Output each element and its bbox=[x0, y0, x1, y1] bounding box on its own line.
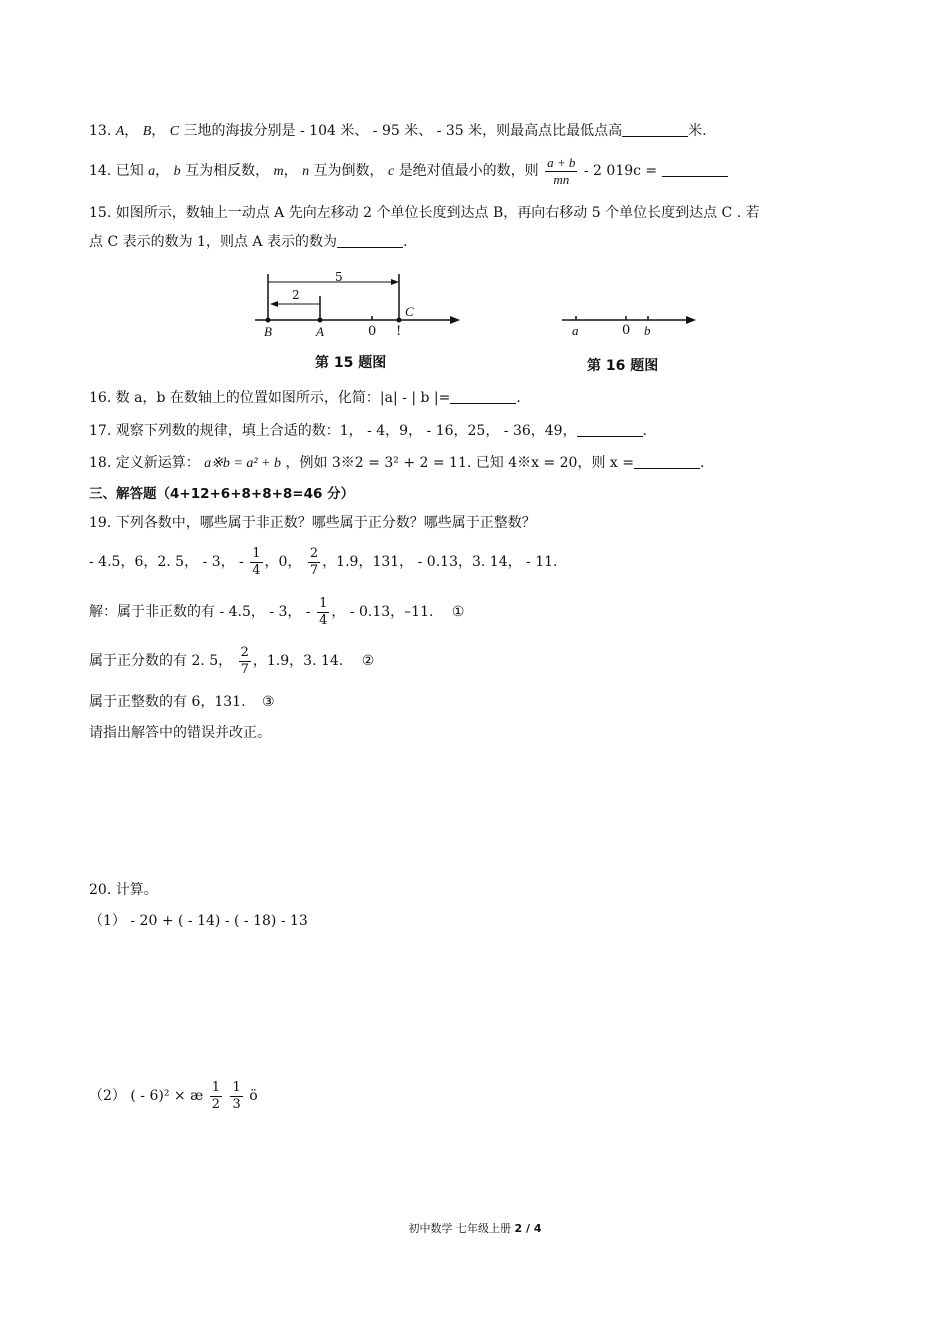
question-number: 20. bbox=[89, 882, 112, 898]
var-a: a bbox=[148, 164, 156, 179]
fraction-numerator: a + b bbox=[547, 154, 576, 170]
punctuation: . bbox=[402, 234, 408, 250]
question-number: 17. bbox=[89, 423, 112, 439]
point-a-label: A bbox=[115, 124, 125, 139]
question-18 bbox=[89, 453, 704, 474]
expression: ( - 6)² × bbox=[130, 1088, 186, 1104]
paren-glyph: æ bbox=[190, 1088, 204, 1104]
fraction-denominator: 4 bbox=[252, 562, 261, 578]
point-b-label: B bbox=[142, 124, 152, 139]
solution-line-3 bbox=[89, 692, 275, 712]
figure-16 bbox=[562, 300, 712, 380]
fraction-two-sevenths bbox=[239, 645, 251, 678]
answer-blank bbox=[450, 389, 516, 404]
question-19-numbers bbox=[89, 544, 558, 580]
question-text: 三地的海拔分别是 - 104 米、 - 95 米、 - 35 米，则最高点比最低点高 bbox=[183, 123, 623, 139]
unit-text: 米. bbox=[688, 123, 707, 139]
var-n: n bbox=[302, 164, 310, 179]
solution-line-2 bbox=[89, 643, 374, 679]
expression: - 20 + ( - 14) - ( - 18) - 13 bbox=[130, 913, 308, 929]
var-b: b bbox=[173, 164, 181, 179]
question-16 bbox=[89, 388, 521, 408]
label-b: B bbox=[264, 324, 272, 339]
separator: ， bbox=[283, 163, 298, 179]
part-label: （1） bbox=[89, 913, 126, 929]
var-m: m bbox=[273, 164, 284, 179]
question-text: 互为相反数， bbox=[185, 163, 270, 179]
punctuation: . bbox=[642, 423, 648, 439]
fraction-denominator: 7 bbox=[309, 562, 319, 578]
solution-text: 解：属于非正数的有 - 4.5， - 3， - bbox=[89, 604, 311, 620]
fraction-one-quarter bbox=[250, 546, 262, 579]
figure-16-number-line bbox=[562, 300, 712, 340]
fraction-one-third bbox=[230, 1080, 242, 1113]
figure-15-number-line bbox=[250, 266, 470, 346]
punctuation: . bbox=[699, 455, 705, 471]
footer-text: 初中数学 七年级上册 bbox=[408, 1222, 511, 1235]
separator: ， bbox=[155, 163, 170, 179]
question-20-part-2 bbox=[89, 1076, 258, 1116]
question-text: 观察下列数的规律，填上合适的数：1， - 4，9， - 16，25， - 36，49， bbox=[115, 423, 577, 439]
number-list: - 4.5，6，2. 5， - 3， - bbox=[89, 554, 244, 570]
var-c: c bbox=[388, 164, 395, 179]
answer-blank bbox=[662, 162, 728, 177]
paren-glyph: ö bbox=[249, 1088, 258, 1104]
solution-text: ，1.9，3. 14. bbox=[252, 653, 344, 669]
answer-blank bbox=[622, 122, 688, 137]
fraction-numerator: 2 bbox=[309, 545, 319, 561]
label-zero: 0 bbox=[622, 323, 631, 338]
fraction-two-sevenths bbox=[308, 546, 320, 579]
label-2: 2 bbox=[292, 288, 300, 302]
point-c-label: C bbox=[169, 124, 180, 139]
label-c: C bbox=[405, 304, 414, 319]
fraction-numerator: 1 bbox=[211, 1079, 220, 1095]
question-text: 如图所示，数轴上一动点 A 先向左移动 2 个单位长度到达点 B，再向右移动 5 个单位长度到达点 C . 若 bbox=[115, 205, 760, 221]
label-one: ! bbox=[396, 324, 402, 339]
question-text: 数 a，b 在数轴上的位置如图所示，化简：|a| - | b |= bbox=[115, 390, 451, 406]
fraction-denominator: 4 bbox=[319, 612, 328, 628]
instruction-text: 请指出解答中的错误并改正。 bbox=[89, 725, 271, 741]
question-14 bbox=[89, 154, 728, 189]
question-text: 已知 bbox=[115, 163, 144, 179]
page-number: 2 / 4 bbox=[514, 1222, 542, 1235]
question-number: 19. bbox=[89, 515, 112, 531]
label-5: 5 bbox=[335, 270, 343, 284]
fraction-numerator: 1 bbox=[232, 1079, 241, 1095]
solution-line-1 bbox=[89, 594, 464, 630]
question-text: 点 C 表示的数为 1，则点 A 表示的数为 bbox=[89, 234, 337, 250]
circled-mark-2: ② bbox=[361, 653, 375, 669]
question-20-part-1 bbox=[89, 911, 308, 931]
question-20 bbox=[89, 880, 158, 900]
fraction-denominator: 2 bbox=[211, 1096, 220, 1112]
label-b: b bbox=[644, 323, 651, 338]
expression: - 2 019c = bbox=[583, 163, 658, 179]
number-list: ，1.9，131， - 0.13，3. 14， - 11. bbox=[322, 554, 558, 570]
label-a: a bbox=[572, 323, 579, 338]
fraction-numerator: 2 bbox=[240, 644, 249, 660]
solution-text: 属于正整数的有 6，131. bbox=[89, 694, 246, 710]
question-19 bbox=[89, 513, 536, 533]
separator: ， bbox=[124, 123, 139, 139]
figure-15 bbox=[250, 266, 470, 376]
question-number: 15. bbox=[89, 205, 112, 221]
question-17 bbox=[89, 421, 647, 441]
question-text: ，例如 3※2 = 3² + 2 = 11. 已知 4※x = 20，则 x = bbox=[285, 455, 634, 471]
question-number: 18. bbox=[89, 455, 112, 471]
separator: ， bbox=[151, 123, 166, 139]
fraction-numerator: 1 bbox=[252, 545, 261, 561]
solution-text: 属于正分数的有 2. 5， bbox=[89, 653, 233, 669]
fraction-denominator: 7 bbox=[240, 661, 249, 677]
figure-15-caption: 第 15 题图 bbox=[315, 355, 387, 371]
figure-16-caption: 第 16 题图 bbox=[587, 358, 659, 374]
fraction-denominator: 3 bbox=[232, 1096, 241, 1112]
fraction-numerator: 1 bbox=[319, 595, 328, 611]
section-heading: 三、解答题（4+12+6+8+8+8=46 分） bbox=[89, 486, 355, 502]
question-text: 互为倒数， bbox=[313, 163, 384, 179]
punctuation: . bbox=[516, 390, 521, 406]
fraction-one-quarter bbox=[317, 596, 329, 629]
question-number: 16. bbox=[89, 390, 112, 406]
page-footer bbox=[0, 1220, 950, 1236]
question-15-line-2 bbox=[89, 232, 407, 252]
answer-blank bbox=[634, 454, 700, 469]
fraction-one-half bbox=[210, 1080, 222, 1113]
circled-mark-1: ① bbox=[451, 604, 465, 620]
fraction-denominator: mn bbox=[553, 171, 570, 187]
circled-mark-3: ③ bbox=[261, 694, 275, 710]
question-13 bbox=[89, 121, 707, 142]
number-list: ，0， bbox=[264, 554, 302, 570]
part-label: （2） bbox=[89, 1088, 126, 1104]
question-text: 下列各数中，哪些属于非正数？哪些属于正分数？哪些属于正整数？ bbox=[115, 515, 536, 531]
answer-blank bbox=[577, 422, 643, 437]
question-15-line-1 bbox=[89, 203, 760, 223]
solution-text: ， - 0.13，–11. bbox=[331, 604, 434, 620]
question-number: 13. bbox=[89, 123, 112, 139]
question-number: 14. bbox=[89, 163, 112, 179]
label-a: A bbox=[316, 324, 324, 339]
question-text: 是绝对值最小的数，则 bbox=[398, 163, 539, 179]
fraction bbox=[545, 155, 577, 188]
question-text: 定义新运算： bbox=[115, 455, 200, 471]
definition-expression: a※b = a² + b bbox=[204, 456, 281, 471]
question-text: 计算。 bbox=[115, 882, 158, 898]
answer-blank bbox=[337, 233, 403, 248]
label-zero: 0 bbox=[368, 324, 377, 339]
